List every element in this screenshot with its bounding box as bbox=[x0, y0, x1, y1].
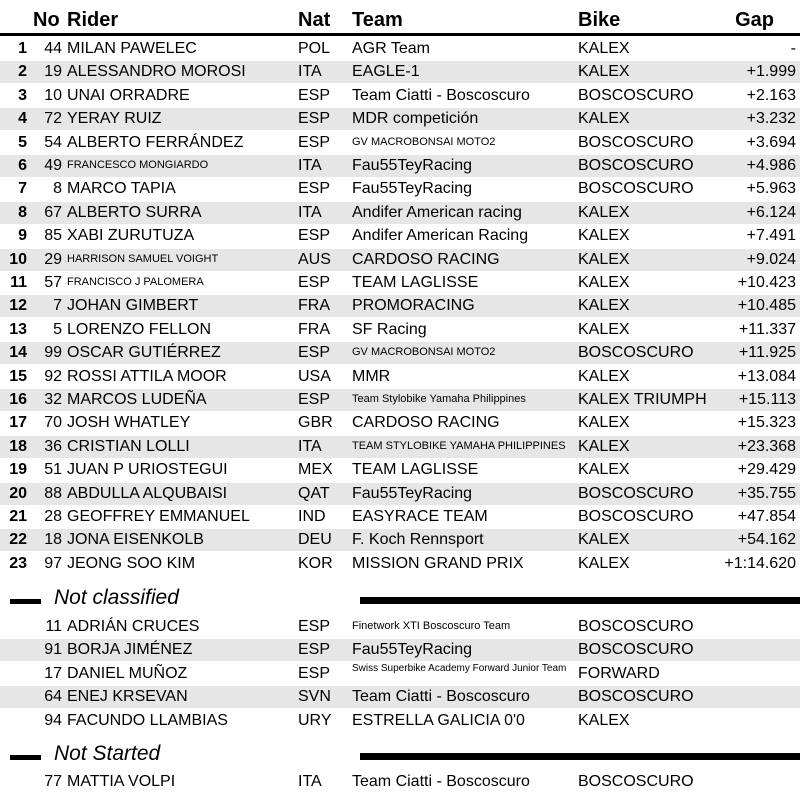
team-name: F. Koch Rennsport bbox=[352, 531, 484, 549]
nationality: FRA bbox=[298, 320, 330, 338]
rider-name: ADRIÁN CRUCES bbox=[67, 618, 200, 635]
team-name: TEAM STYLOBIKE YAMAHA PHILIPPINES bbox=[352, 439, 566, 452]
team-name: TEAM LAGLISSE bbox=[352, 461, 479, 479]
team-name: MISSION GRAND PRIX bbox=[352, 554, 524, 572]
position: 3 bbox=[18, 86, 27, 104]
position: 11 bbox=[10, 274, 27, 291]
gap-time: +15.323 bbox=[737, 414, 796, 432]
bike-make: FORWARD bbox=[578, 664, 660, 682]
nationality: ITA bbox=[298, 437, 322, 455]
position: 5 bbox=[18, 133, 27, 151]
position: 9 bbox=[18, 227, 27, 245]
nationality: MEX bbox=[298, 461, 333, 479]
rider-number: 88 bbox=[44, 484, 62, 502]
rider-name: LORENZO FELLON bbox=[67, 320, 212, 338]
rider-name: JONA EISENKOLB bbox=[67, 531, 204, 549]
table-row bbox=[0, 342, 800, 364]
team-name: GV MACROBONSAI MOTO2 bbox=[352, 346, 496, 359]
team-name: Fau55TeyRacing bbox=[352, 641, 473, 659]
rider-number: 51 bbox=[44, 461, 62, 479]
rider-name: JUAN P URIOSTEGUI bbox=[67, 461, 228, 479]
gap-time: +1.999 bbox=[746, 63, 796, 81]
rider-name: ABDULLA ALQUBAISI bbox=[67, 484, 228, 502]
table-header bbox=[0, 0, 800, 36]
team-name: ESTRELLA GALICIA 0'0 bbox=[352, 711, 525, 729]
gap-time: +4.986 bbox=[746, 157, 796, 174]
nationality: ESP bbox=[298, 110, 331, 128]
bike-make: KALEX bbox=[578, 40, 630, 57]
team-name: Team Ciatti - Boscoscuro bbox=[352, 86, 530, 104]
bike-make: KALEX TRIUMPH bbox=[578, 391, 707, 408]
position: 15 bbox=[9, 367, 27, 385]
nationality: URY bbox=[298, 711, 332, 729]
rider-name: ALBERTO FERRÁNDEZ bbox=[67, 133, 244, 151]
table-row bbox=[0, 436, 800, 458]
rider-number: 99 bbox=[44, 344, 62, 362]
table-row bbox=[0, 295, 800, 317]
not-classified-section bbox=[0, 586, 800, 612]
rider-name: YERAY RUIZ bbox=[67, 110, 162, 128]
rider-number: 57 bbox=[44, 274, 62, 291]
table-row bbox=[0, 178, 800, 200]
position: 4 bbox=[18, 110, 27, 128]
gap-time: +13.084 bbox=[737, 367, 796, 385]
bike-make: BOSCOSCURO bbox=[578, 344, 694, 362]
gap-time: +1:14.620 bbox=[724, 554, 796, 572]
bike-make: KALEX bbox=[578, 461, 630, 479]
gap-time: +5.963 bbox=[746, 180, 796, 198]
rider-number: 49 bbox=[44, 157, 62, 174]
position: 6 bbox=[18, 157, 27, 174]
team-name: Team Ciatti - Boscoscuro bbox=[352, 773, 530, 790]
team-name: MDR competición bbox=[352, 110, 479, 128]
position: 21 bbox=[9, 508, 27, 525]
bike-make: KALEX bbox=[578, 63, 630, 81]
nationality: QAT bbox=[298, 484, 330, 502]
rider-name: JEONG SOO KIM bbox=[67, 554, 196, 572]
rider-number: 32 bbox=[44, 391, 62, 408]
nationality: AUS bbox=[298, 250, 331, 268]
table-row bbox=[0, 616, 800, 638]
bike-make: KALEX bbox=[578, 250, 630, 268]
bike-make: KALEX bbox=[578, 367, 630, 385]
position: 23 bbox=[9, 554, 27, 572]
bike-make: BOSCOSCURO bbox=[578, 641, 694, 659]
position: 16 bbox=[9, 391, 27, 408]
nationality: ESP bbox=[298, 227, 331, 245]
team-name: CARDOSO RACING bbox=[352, 250, 500, 268]
table-row bbox=[0, 366, 800, 388]
team-name: MMR bbox=[352, 367, 391, 385]
rider-number: 10 bbox=[44, 86, 62, 104]
gap-time: - bbox=[790, 40, 796, 57]
bike-make: BOSCOSCURO bbox=[578, 86, 694, 104]
table-row bbox=[0, 529, 800, 551]
table-row bbox=[0, 506, 800, 528]
nationality: SVN bbox=[298, 688, 331, 706]
bike-make: KALEX bbox=[578, 203, 630, 221]
table-row bbox=[0, 553, 800, 575]
header-team: Team bbox=[352, 9, 403, 31]
gap-time: +3.694 bbox=[746, 133, 796, 151]
position: 10 bbox=[9, 250, 27, 268]
nationality: POL bbox=[298, 40, 331, 57]
rider-number: 67 bbox=[44, 203, 62, 221]
bike-make: BOSCOSCURO bbox=[578, 180, 694, 198]
rider-name: ENEJ KRSEVAN bbox=[67, 688, 188, 706]
position: 1 bbox=[18, 40, 27, 57]
nationality: FRA bbox=[298, 297, 330, 315]
bike-make: BOSCOSCURO bbox=[578, 133, 694, 151]
header-nat: Nat bbox=[298, 9, 331, 31]
team-name: Fau55TeyRacing bbox=[352, 157, 473, 174]
rider-name: MARCO TAPIA bbox=[67, 180, 176, 198]
gap-time: +47.854 bbox=[737, 508, 796, 525]
table-row bbox=[0, 202, 800, 224]
team-name: PROMORACING bbox=[352, 297, 475, 315]
bike-make: KALEX bbox=[578, 554, 630, 572]
team-name: Team Stylobike Yamaha Philippines bbox=[352, 393, 526, 405]
position: 8 bbox=[18, 203, 27, 221]
rider-name: GEOFFREY EMMANUEL bbox=[67, 508, 250, 525]
bike-make: BOSCOSCURO bbox=[578, 484, 694, 502]
bike-make: KALEX bbox=[578, 320, 630, 338]
rider-number: 19 bbox=[44, 63, 62, 81]
rider-name: MATTIA VOLPI bbox=[67, 773, 176, 790]
rider-name: MILAN PAWELEC bbox=[67, 40, 197, 57]
rider-number: 94 bbox=[44, 711, 62, 729]
rider-number: 7 bbox=[53, 297, 62, 315]
not-started-label: Not Started bbox=[54, 742, 161, 765]
nationality: ESP bbox=[298, 86, 331, 104]
section-bar-left bbox=[10, 755, 41, 760]
rider-number: 72 bbox=[44, 110, 62, 128]
rider-name: HARRISON SAMUEL VOIGHT bbox=[67, 252, 219, 265]
nationality: ITA bbox=[298, 203, 322, 221]
team-name: EASYRACE TEAM bbox=[352, 508, 488, 525]
bike-make: KALEX bbox=[578, 274, 630, 291]
table-row bbox=[0, 663, 800, 685]
team-name: Swiss Superbike Academy Forward Junior Team bbox=[352, 662, 567, 674]
team-name: EAGLE-1 bbox=[352, 63, 420, 81]
bike-make: KALEX bbox=[578, 437, 630, 455]
team-name: AGR Team bbox=[352, 40, 430, 57]
bike-make: KALEX bbox=[578, 711, 630, 729]
section-bar-left bbox=[10, 599, 41, 604]
rider-name: UNAI ORRADRE bbox=[67, 86, 190, 104]
rider-number: 29 bbox=[44, 250, 62, 268]
bike-make: BOSCOSCURO bbox=[578, 773, 694, 790]
table-row bbox=[0, 272, 800, 294]
rider-number: 97 bbox=[44, 554, 62, 572]
position: 20 bbox=[9, 484, 27, 502]
rider-number: 64 bbox=[44, 688, 62, 706]
nationality: ESP bbox=[298, 664, 331, 682]
team-name: TEAM LAGLISSE bbox=[352, 274, 479, 291]
gap-time: +35.755 bbox=[737, 484, 796, 502]
header-no: No bbox=[33, 9, 60, 31]
gap-time: +29.429 bbox=[737, 461, 796, 479]
nationality: ESP bbox=[298, 274, 331, 291]
nationality: IND bbox=[298, 508, 326, 525]
table-row bbox=[0, 319, 800, 341]
team-name: Team Ciatti - Boscoscuro bbox=[352, 688, 530, 706]
table-row bbox=[0, 132, 800, 154]
position: 12 bbox=[9, 297, 27, 315]
rider-number: 8 bbox=[53, 180, 62, 198]
table-row bbox=[0, 61, 800, 83]
position: 14 bbox=[9, 344, 27, 362]
position: 17 bbox=[9, 414, 27, 432]
rider-name: JOSH WHATLEY bbox=[67, 414, 191, 432]
gap-time: +6.124 bbox=[746, 203, 796, 221]
position: 13 bbox=[9, 320, 27, 338]
nationality: USA bbox=[298, 367, 331, 385]
table-row bbox=[0, 412, 800, 434]
rider-number: 92 bbox=[44, 367, 62, 385]
table-row bbox=[0, 38, 800, 60]
position: 22 bbox=[9, 531, 27, 549]
nationality: DEU bbox=[298, 531, 332, 549]
not-classified-label: Not classified bbox=[54, 586, 179, 609]
rider-number: 28 bbox=[44, 508, 62, 525]
team-name: Andifer American Racing bbox=[352, 227, 529, 245]
rider-name: MARCOS LUDEÑA bbox=[67, 391, 207, 408]
bike-make: KALEX bbox=[578, 227, 630, 245]
rider-name: FACUNDO LLAMBIAS bbox=[67, 711, 228, 729]
rider-number: 44 bbox=[44, 40, 62, 57]
nationality: KOR bbox=[298, 554, 333, 572]
rider-name: CRISTIAN LOLLI bbox=[67, 437, 190, 455]
rider-number: 91 bbox=[44, 641, 62, 659]
rider-number: 54 bbox=[44, 133, 62, 151]
team-name: Fau55TeyRacing bbox=[352, 484, 473, 502]
team-name: SF Racing bbox=[352, 320, 427, 338]
team-name: Fau55TeyRacing bbox=[352, 180, 473, 198]
table-row bbox=[0, 108, 800, 130]
position: 18 bbox=[9, 437, 27, 455]
rider-number: 18 bbox=[44, 531, 62, 549]
bike-make: KALEX bbox=[578, 110, 630, 128]
nationality: ESP bbox=[298, 618, 331, 635]
bike-make: BOSCOSCURO bbox=[578, 508, 694, 525]
nationality: ESP bbox=[298, 180, 331, 198]
gap-time: +3.232 bbox=[746, 110, 796, 128]
rider-number: 77 bbox=[44, 773, 62, 790]
rider-name: BORJA JIMÉNEZ bbox=[67, 641, 193, 659]
bike-make: BOSCOSCURO bbox=[578, 688, 694, 706]
rider-name: XABI ZURUTUZA bbox=[67, 227, 195, 245]
rider-number: 5 bbox=[53, 320, 62, 338]
gap-time: +54.162 bbox=[737, 531, 796, 549]
table-row bbox=[0, 389, 800, 411]
nationality: ESP bbox=[298, 641, 331, 659]
bike-make: BOSCOSCURO bbox=[578, 157, 694, 174]
nationality: ITA bbox=[298, 157, 322, 174]
gap-time: +2.163 bbox=[746, 86, 796, 104]
gap-time: +11.337 bbox=[738, 320, 796, 338]
team-name: Andifer American racing bbox=[352, 203, 522, 221]
table-row bbox=[0, 771, 800, 793]
gap-time: +23.368 bbox=[737, 437, 796, 455]
not-started-section bbox=[0, 742, 800, 768]
team-name: CARDOSO RACING bbox=[352, 414, 500, 432]
table-row bbox=[0, 639, 800, 661]
rider-name: FRANCESCO MONGIARDO bbox=[67, 159, 209, 171]
rider-number: 36 bbox=[44, 437, 62, 455]
nationality: ESP bbox=[298, 391, 331, 408]
gap-time: +7.491 bbox=[746, 227, 796, 245]
nationality: GBR bbox=[298, 414, 333, 432]
table-row bbox=[0, 225, 800, 247]
table-row bbox=[0, 483, 800, 505]
bike-make: KALEX bbox=[578, 297, 630, 315]
rider-name: ROSSI ATTILA MOOR bbox=[67, 367, 227, 385]
header-bike: Bike bbox=[578, 9, 621, 31]
rider-name: ALESSANDRO MOROSI bbox=[67, 63, 246, 81]
gap-time: +11.925 bbox=[738, 344, 796, 362]
nationality: ESP bbox=[298, 344, 331, 362]
header-rider: Rider bbox=[67, 9, 119, 31]
nationality: ESP bbox=[298, 133, 331, 151]
bike-make: BOSCOSCURO bbox=[578, 618, 694, 635]
rider-number: 70 bbox=[44, 414, 62, 432]
nationality: ITA bbox=[298, 773, 322, 790]
section-bar-right bbox=[360, 753, 800, 760]
rider-number: 17 bbox=[44, 664, 62, 682]
gap-time: +15.113 bbox=[738, 391, 796, 408]
table-row bbox=[0, 686, 800, 708]
team-name: GV MACROBONSAI MOTO2 bbox=[352, 135, 496, 148]
rider-name: FRANCISCO J PALOMERA bbox=[67, 276, 204, 288]
table-row bbox=[0, 155, 800, 177]
rider-name: JOHAN GIMBERT bbox=[67, 297, 199, 315]
table-row bbox=[0, 710, 800, 732]
nationality: ITA bbox=[298, 63, 322, 81]
gap-time: +10.423 bbox=[737, 274, 796, 291]
table-row bbox=[0, 459, 800, 481]
header-gap: Gap bbox=[735, 9, 774, 31]
table-row bbox=[0, 249, 800, 271]
rider-number: 85 bbox=[44, 227, 62, 245]
gap-time: +9.024 bbox=[746, 250, 796, 268]
rider-name: OSCAR GUTIÉRREZ bbox=[67, 344, 221, 362]
gap-time: +10.485 bbox=[737, 297, 796, 315]
position: 7 bbox=[18, 180, 27, 198]
rider-name: DANIEL MUÑOZ bbox=[67, 664, 188, 682]
table-row bbox=[0, 85, 800, 107]
position: 19 bbox=[9, 461, 27, 479]
rider-name: ALBERTO SURRA bbox=[67, 203, 202, 221]
team-name: Finetwork XTI Boscoscuro Team bbox=[352, 620, 511, 632]
bike-make: KALEX bbox=[578, 531, 630, 549]
section-bar-right bbox=[360, 597, 800, 604]
rider-number: 11 bbox=[45, 618, 62, 635]
position: 2 bbox=[18, 63, 27, 81]
bike-make: KALEX bbox=[578, 414, 630, 432]
